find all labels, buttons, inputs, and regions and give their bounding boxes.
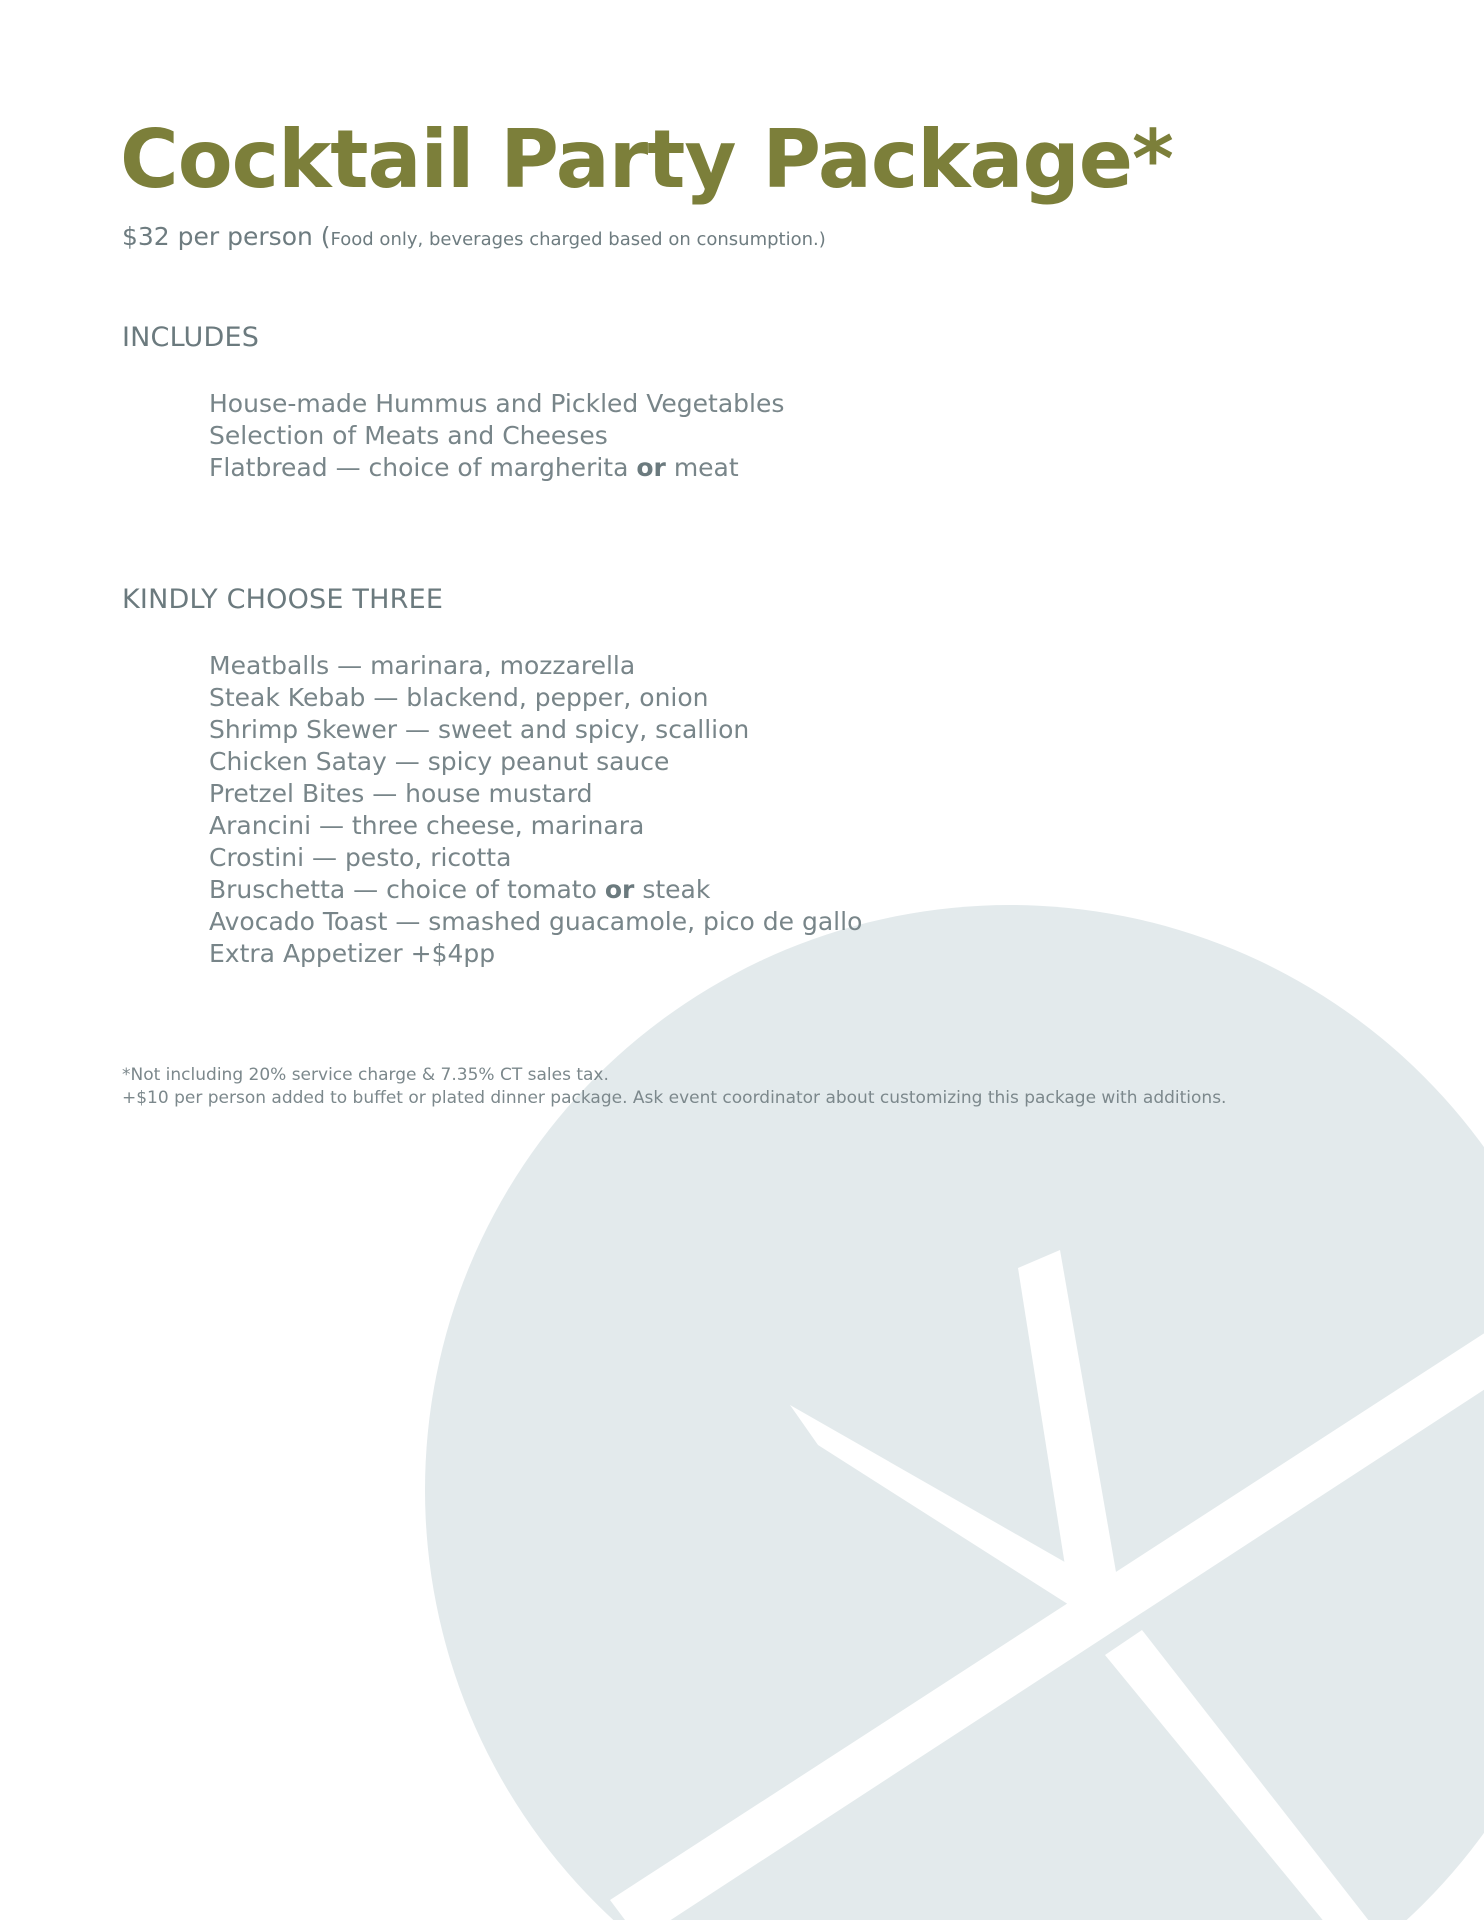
choose-list <box>209 650 862 970</box>
price-line <box>122 222 826 251</box>
choose-heading: KINDLY CHOOSE THREE <box>122 584 444 615</box>
price-per-person: $32 per person ( <box>122 222 331 251</box>
list-item: House-made Hummus and Pickled Vegetables <box>209 389 785 418</box>
list-item: Selection of Meats and Cheeses <box>209 421 608 450</box>
list-item: Extra Appetizer +$4pp <box>209 939 496 968</box>
list-item: Pretzel Bites — house mustard <box>209 779 593 808</box>
list-item: Flatbread — choice of margherita or meat <box>209 453 739 482</box>
price-note: Food only, beverages charged based on consumption.) <box>330 229 826 250</box>
footnote-tax: *Not including 20% service charge & 7.35% CT sales tax. <box>122 1065 609 1085</box>
list-item: Meatballs — marinara, mozzarella <box>209 651 636 680</box>
list-item: Avocado Toast — smashed guacamole, pico de gallo <box>209 907 863 936</box>
list-item: Steak Kebab — blackend, pepper, onion <box>209 683 709 712</box>
includes-list <box>209 388 784 484</box>
list-item: Crostini — pesto, ricotta <box>209 843 512 872</box>
footnotes <box>122 1064 1226 1110</box>
list-item: Arancini — three cheese, marinara <box>209 811 645 840</box>
list-item: Chicken Satay — spicy peanut sauce <box>209 747 670 776</box>
page-title: Cocktail Party Package* <box>120 113 1173 206</box>
footnote-upgrade: +$10 per person added to buffet or plated dinner package. Ask event coordinator about customizing this package with additions. <box>122 1088 1227 1108</box>
list-item: Shrimp Skewer — sweet and spicy, scallion <box>209 715 750 744</box>
includes-heading: INCLUDES <box>122 322 260 353</box>
list-item: Bruschetta — choice of tomato or steak <box>209 875 711 904</box>
